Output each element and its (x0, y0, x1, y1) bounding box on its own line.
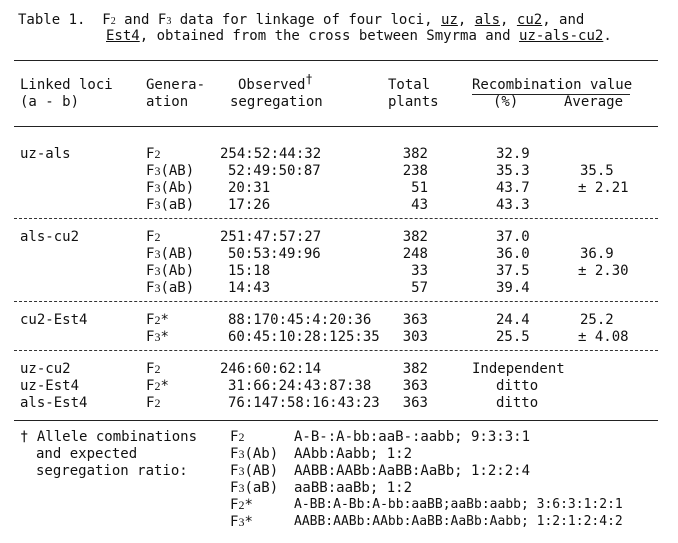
header-observed-text: Observed (238, 77, 306, 93)
gen-suffix: * (244, 497, 253, 513)
gen-suffix: (AB) (160, 246, 195, 262)
locus-est4: Est4 (106, 28, 140, 44)
footnote-ratio: AABB:AABb:AAbb:AaBB:AaBb:Aabb; 1:2:1:2:4:2 (294, 514, 623, 529)
gen-sub: 3 (154, 181, 161, 195)
gen-suffix: (aB) (160, 197, 195, 213)
header-linked-loci: Linked loci (20, 77, 113, 93)
gen-suffix: (AB) (160, 163, 195, 179)
header-linked-loci-sub: (a - b) (20, 94, 80, 110)
generation-cell (146, 329, 169, 345)
footnote-label: † Allele combinations (20, 429, 198, 445)
footnote-generation (230, 480, 278, 496)
total-cell: 303 (402, 329, 428, 345)
gen-f: F (146, 163, 155, 179)
caption-sub: 2 (110, 16, 116, 27)
gen-f: F (146, 146, 155, 162)
caption-text: , (500, 12, 517, 28)
generation-cell (146, 361, 160, 377)
caption-text: , and (542, 12, 585, 28)
recomb-cell: 43.3 (496, 197, 530, 213)
caption-text: , obtained from the cross between Smyrma and (139, 28, 520, 44)
gen-suffix: * (160, 312, 169, 328)
header-observed (238, 72, 313, 93)
header-generation: Genera- (146, 77, 206, 93)
table-caption-line-2 (106, 28, 612, 44)
caption-text: and F (115, 12, 167, 28)
footnote-generation (230, 463, 278, 479)
segregation-cell: 60:45:10:28:125:35 (228, 329, 380, 345)
gen-suffix: (aB) (160, 280, 195, 296)
gen-sub: 3 (154, 330, 161, 344)
caption-text: , (457, 12, 475, 28)
gen-f: F (230, 497, 239, 513)
recomb-cell: 36.0 (496, 246, 530, 262)
total-cell: 382 (402, 229, 428, 245)
footnote-generation (230, 429, 244, 445)
group-divider (14, 218, 658, 219)
total-cell: 33 (411, 263, 428, 279)
locus-label: uz-als (20, 146, 71, 162)
locus-label: uz-Est4 (20, 378, 80, 394)
top-rule (14, 60, 658, 61)
gen-f: F (146, 229, 155, 245)
generation-cell (146, 246, 194, 262)
gen-suffix: (Ab) (244, 446, 279, 462)
caption-f: F (102, 12, 111, 28)
locus-label: als-Est4 (20, 395, 88, 411)
total-cell: 363 (402, 312, 428, 328)
generation-cell (146, 229, 160, 245)
gen-sub: 3 (238, 481, 245, 495)
recomb-cell: 35.3 (496, 163, 530, 179)
group-divider (14, 350, 658, 351)
bottom-rule (14, 420, 658, 421)
gen-sub: 3 (238, 515, 245, 529)
generation-cell (146, 146, 160, 162)
footnote-ratio: AABB:AABb:AaBB:AaBb; 1:2:2:4 (294, 463, 531, 479)
header-rule (14, 126, 658, 127)
locus-label: uz-cu2 (20, 361, 71, 377)
gen-f: F (146, 329, 155, 345)
recomb-cell: 37.5 (496, 263, 530, 279)
segregation-cell: 251:47:57:27 (220, 229, 322, 245)
footnote-ratio: aaBB:aaBb; 1:2 (294, 480, 413, 496)
gen-suffix: (Ab) (160, 263, 195, 279)
footnote-label: segregation ratio: (36, 463, 188, 479)
caption-prefix: Table 1. (18, 12, 86, 28)
average-sd: ± 4.08 (578, 329, 629, 345)
gen-sub: 2 (154, 313, 161, 327)
total-cell: 43 (411, 197, 428, 213)
recomb-cell: 37.0 (496, 229, 530, 245)
total-cell: 363 (402, 395, 428, 411)
average-sd: ± 2.21 (578, 180, 629, 196)
footnote-ratio: A-B-:A-bb:aaB-:aabb; 9:3:3:1 (294, 429, 531, 445)
header-percent: (%) (493, 94, 519, 110)
segregation-cell: 88:170:45:4:20:36 (228, 312, 372, 328)
footnote-label: and expected (36, 446, 138, 462)
header-total: Total (388, 77, 431, 93)
segregation-cell: 31:66:24:43:87:38 (228, 378, 372, 394)
header-average: Average (564, 94, 624, 110)
gen-f: F (230, 463, 239, 479)
generation-cell (146, 180, 194, 196)
header-observed-sub: segregation (230, 94, 323, 110)
total-cell: 57 (411, 280, 428, 296)
group-divider (14, 301, 658, 302)
gen-sub: 3 (154, 281, 161, 295)
gen-f: F (146, 378, 155, 394)
generation-cell (146, 312, 169, 328)
average-value: 36.9 (580, 246, 614, 262)
gen-sub: 2 (154, 362, 161, 376)
footnote-generation (230, 446, 278, 462)
gen-suffix: * (244, 514, 253, 530)
gen-f: F (230, 480, 239, 496)
footnote-generation (230, 497, 253, 513)
gen-sub: 2 (154, 230, 161, 244)
average-sd: ± 2.30 (578, 263, 629, 279)
gen-f: F (146, 312, 155, 328)
gen-suffix: (aB) (244, 480, 279, 496)
average-value: 35.5 (580, 163, 614, 179)
total-cell: 363 (402, 378, 428, 394)
gen-sub: 3 (154, 264, 161, 278)
generation-cell (146, 263, 194, 279)
total-cell: 51 (411, 180, 428, 196)
gen-sub: 3 (154, 164, 161, 178)
generation-cell (146, 280, 194, 296)
locus-als: als (474, 12, 501, 28)
segregation-cell: 15:18 (228, 263, 271, 279)
gen-f: F (146, 280, 155, 296)
total-cell: 248 (402, 246, 428, 262)
gen-sub: 3 (238, 447, 245, 461)
gen-f: F (146, 246, 155, 262)
gen-sub: 2 (238, 498, 245, 512)
segregation-cell: 17:26 (228, 197, 271, 213)
footnote-ratio: A-BB:A-Bb:A-bb:aaBB;aaBb:aabb; 3:6:3:1:2:1 (294, 497, 623, 512)
gen-sub: 2 (238, 430, 245, 444)
gen-f: F (230, 514, 239, 530)
recomb-cell: ditto (496, 395, 539, 411)
segregation-cell: 246:60:62:14 (220, 361, 322, 377)
locus-label: als-cu2 (20, 229, 80, 245)
generation-cell (146, 378, 169, 394)
recomb-cell: 39.4 (496, 280, 530, 296)
locus-cu2: cu2 (516, 12, 543, 28)
gen-f: F (230, 429, 239, 445)
gen-f: F (230, 446, 239, 462)
gen-sub: 2 (154, 396, 161, 410)
gen-sub: 3 (154, 198, 161, 212)
average-value: 25.2 (580, 312, 614, 328)
gen-sub: 3 (154, 247, 161, 261)
segregation-cell: 20:31 (228, 180, 271, 196)
generation-cell (146, 197, 194, 213)
recomb-cell: ditto (496, 378, 539, 394)
gen-sub: 2 (154, 147, 161, 161)
recomb-cell: 32.9 (496, 146, 530, 162)
segregation-cell: 254:52:44:32 (220, 146, 322, 162)
gen-f: F (146, 361, 155, 377)
footnote-generation (230, 514, 253, 530)
dagger-mark: † (305, 72, 313, 86)
recomb-cell: 43.7 (496, 180, 530, 196)
caption-sub: 3 (166, 16, 172, 27)
generation-cell (146, 395, 160, 411)
cross-parent: uz-als-cu2 (519, 28, 604, 44)
gen-suffix: * (160, 329, 169, 345)
gen-suffix: (Ab) (160, 180, 195, 196)
header-generation-sub: ation (146, 94, 189, 110)
recomb-cell: 24.4 (496, 312, 530, 328)
gen-f: F (146, 197, 155, 213)
footnote-ratio: AAbb:Aabb; 1:2 (294, 446, 413, 462)
segregation-cell: 50:53:49:96 (228, 246, 321, 262)
segregation-cell: 14:43 (228, 280, 271, 296)
locus-label: cu2-Est4 (20, 312, 88, 328)
total-cell: 382 (402, 361, 428, 377)
gen-suffix: (AB) (244, 463, 279, 479)
header-total-sub: plants (388, 94, 439, 110)
caption-text: data for linkage of four loci, (171, 12, 442, 28)
gen-sub: 2 (154, 379, 161, 393)
gen-f: F (146, 180, 155, 196)
total-cell: 238 (402, 163, 428, 179)
recomb-cell: Independent (472, 361, 565, 377)
recomb-cell: 25.5 (496, 329, 530, 345)
generation-cell (146, 163, 194, 179)
segregation-cell: 76:147:58:16:43:23 (228, 395, 380, 411)
gen-f: F (146, 263, 155, 279)
total-cell: 382 (402, 146, 428, 162)
header-recombination: Recombination value (472, 77, 633, 93)
segregation-cell: 52:49:50:87 (228, 163, 321, 179)
gen-suffix: * (160, 378, 169, 394)
gen-sub: 3 (238, 464, 245, 478)
gen-f: F (146, 395, 155, 411)
locus-uz: uz (441, 12, 458, 28)
caption-text: . (603, 28, 612, 44)
